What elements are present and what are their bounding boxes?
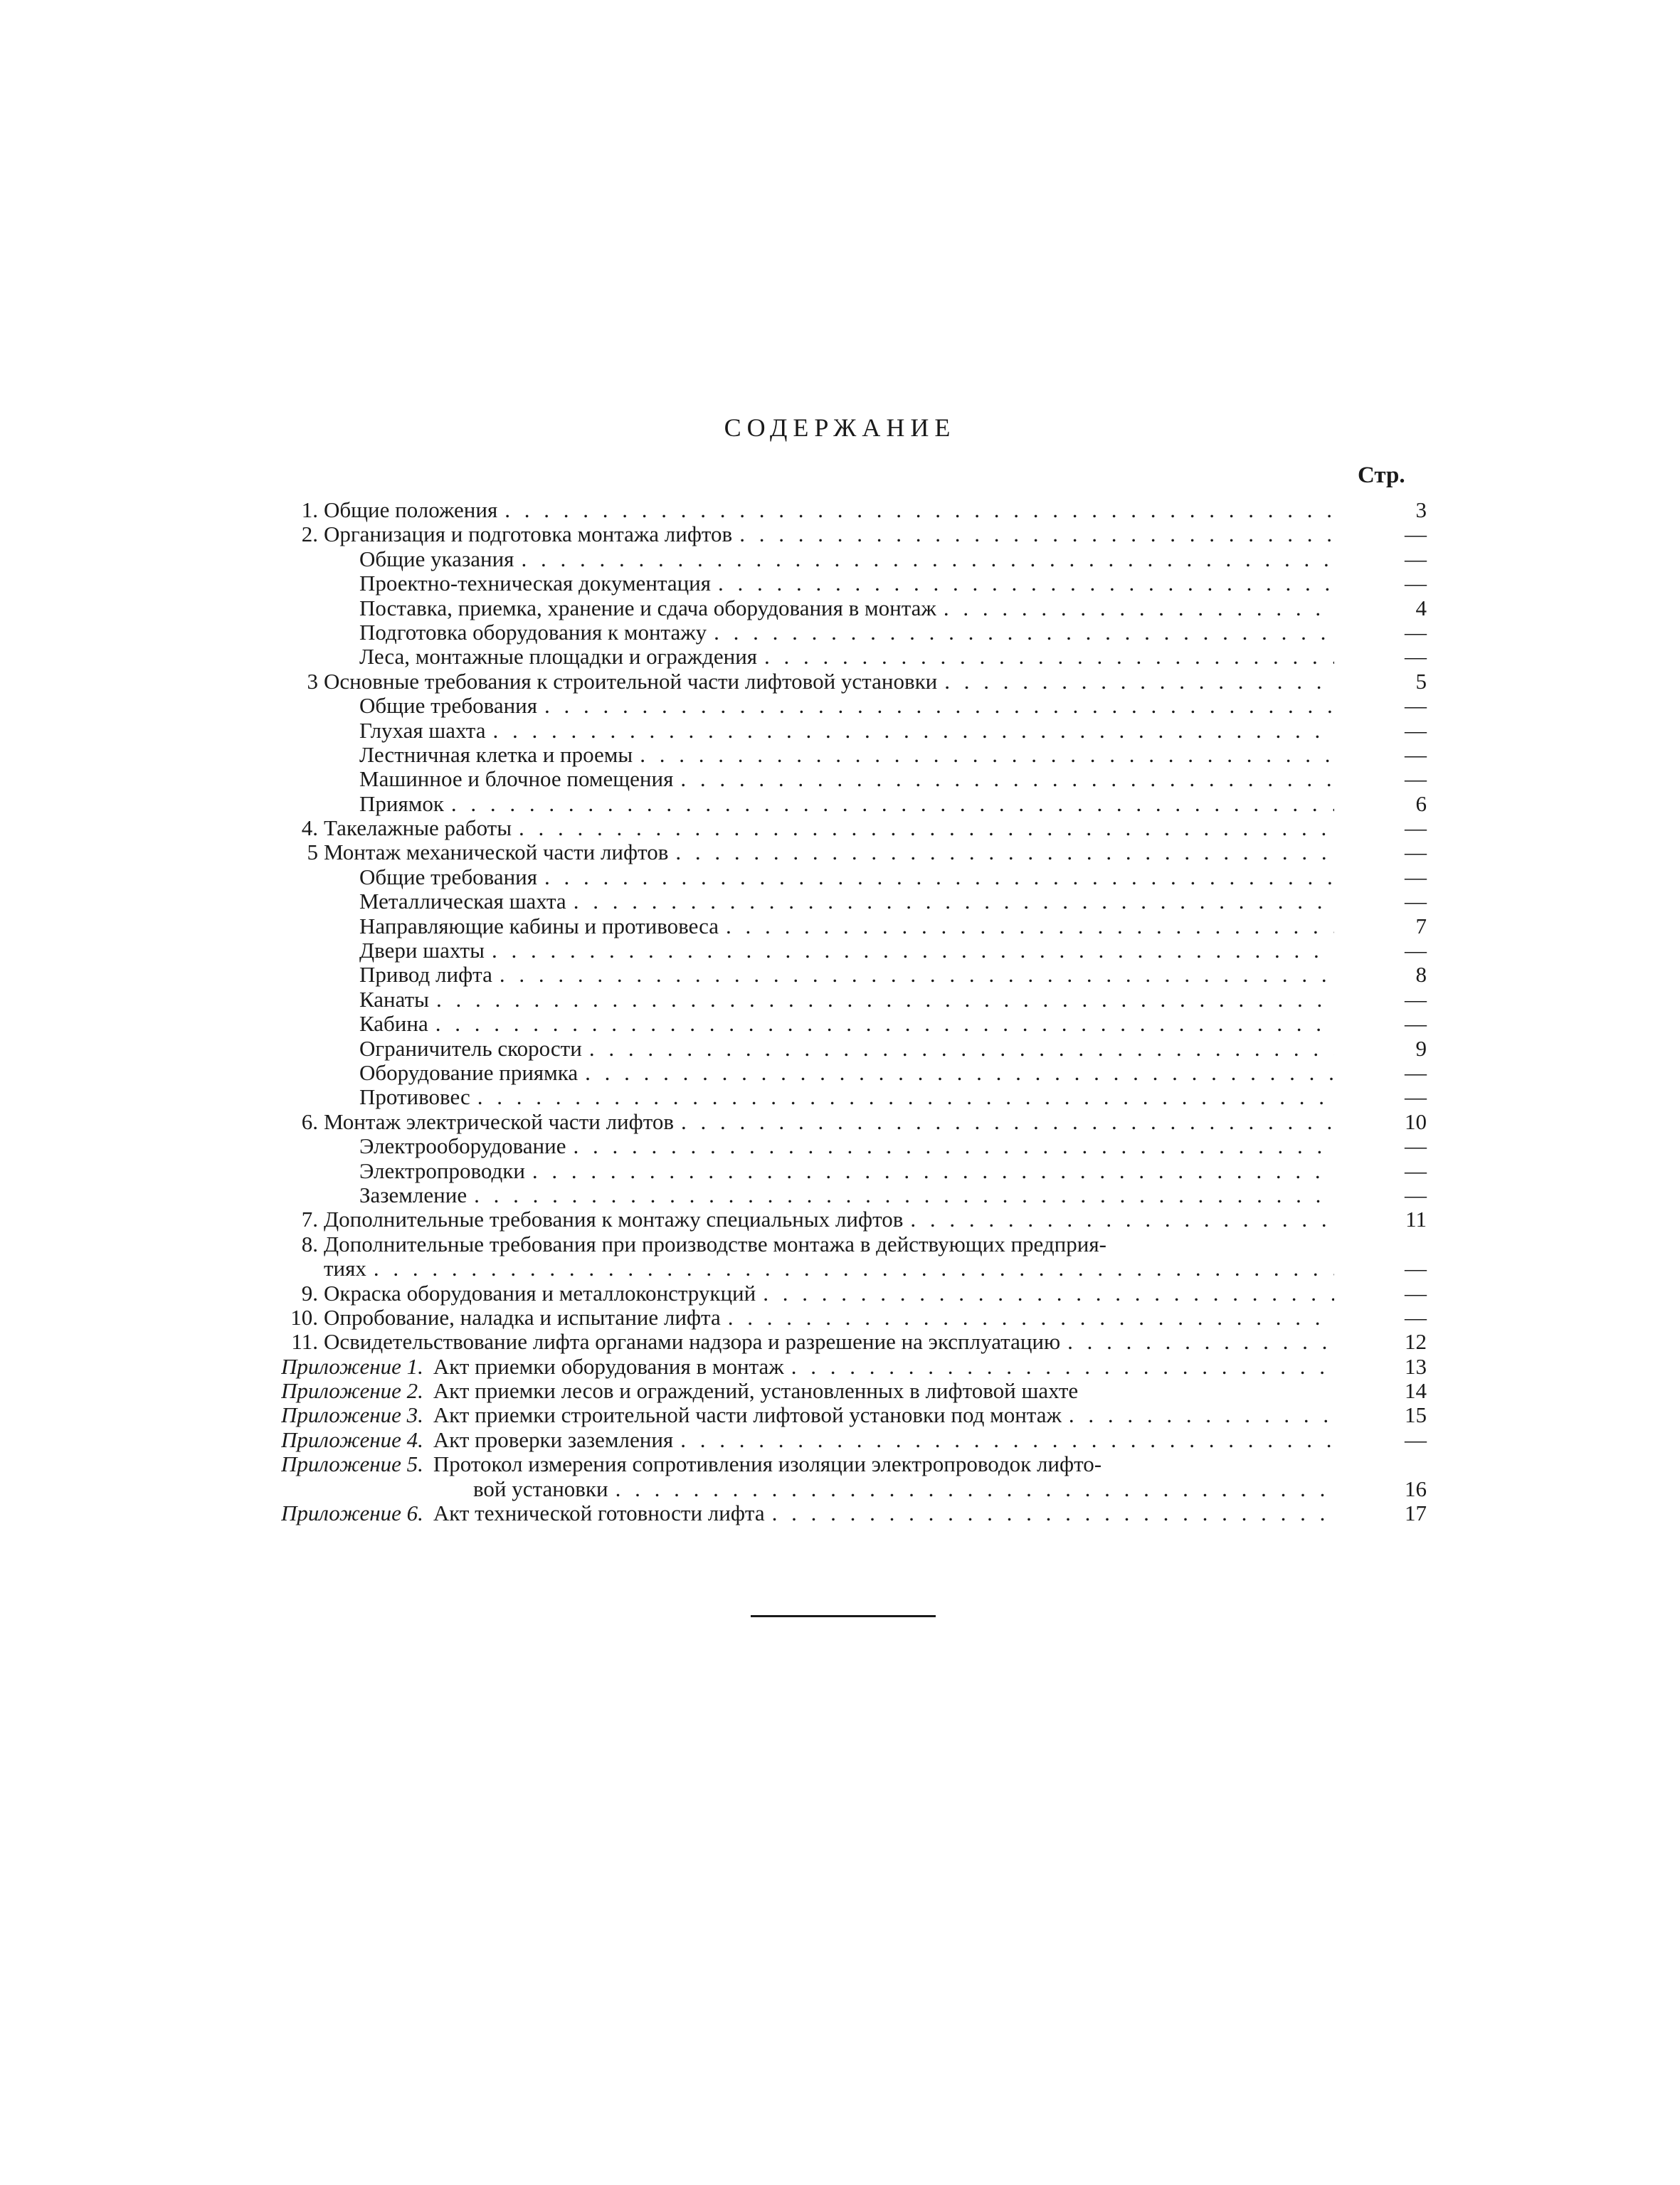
dot-leader xyxy=(485,938,1334,963)
toc-entry-page: — xyxy=(1405,1280,1427,1306)
toc-entry-title: вой установки xyxy=(473,1476,608,1501)
toc-entry-body xyxy=(359,1061,1334,1085)
dot-leader xyxy=(668,840,1334,864)
toc-entry-title: Двери шахты xyxy=(359,938,485,963)
table-of-contents xyxy=(281,498,1427,1525)
toc-entry-page: — xyxy=(1405,889,1427,914)
toc-entry-body xyxy=(324,1256,1334,1281)
toc-entry xyxy=(281,645,1427,669)
toc-entry xyxy=(281,1037,1427,1061)
toc-entry-body xyxy=(281,1452,1334,1476)
appendix-label: Приложение 2. xyxy=(281,1379,423,1404)
toc-entry-body xyxy=(359,694,1334,718)
toc-entry-body xyxy=(324,1306,1334,1330)
dot-leader xyxy=(674,1110,1334,1134)
toc-entry-page: — xyxy=(1405,1182,1427,1207)
toc-entry-body xyxy=(359,865,1334,889)
toc-entry-body xyxy=(324,670,1334,694)
toc-entry-page: — xyxy=(1405,717,1427,743)
dot-leader xyxy=(444,792,1334,816)
toc-entry-page: — xyxy=(1405,1256,1427,1281)
toc-entry xyxy=(281,1330,1427,1354)
toc-entry xyxy=(281,1134,1427,1158)
toc-entry xyxy=(281,1207,1427,1232)
toc-entry-body xyxy=(324,1110,1334,1134)
toc-entry-page: — xyxy=(1405,766,1427,792)
toc-entry xyxy=(281,1256,1427,1281)
toc-entry-page: — xyxy=(1405,741,1427,767)
appendix-label: Приложение 1. xyxy=(281,1354,423,1379)
toc-entry-title: Общие указания xyxy=(359,546,514,571)
toc-entry xyxy=(281,840,1427,864)
toc-entry-title: Дополнительные требования к монтажу специальных лифтов xyxy=(324,1207,904,1232)
toc-entry xyxy=(281,1281,1427,1306)
toc-entry-title: Акт технической готовности лифта xyxy=(433,1501,765,1526)
toc-entry-title: Направляющие кабины и противовеса xyxy=(359,914,719,938)
toc-entry-body xyxy=(324,840,1334,864)
toc-entry-title: Монтаж электрической части лифтов xyxy=(324,1109,675,1134)
toc-entry-body xyxy=(359,792,1334,816)
toc-entry-page: 5 xyxy=(1415,668,1427,694)
toc-entry-body xyxy=(324,1232,1334,1256)
toc-entry xyxy=(281,1183,1427,1207)
toc-entry-page: — xyxy=(1405,571,1427,596)
toc-entry xyxy=(281,1306,1427,1330)
dot-leader xyxy=(673,1428,1334,1452)
dot-leader xyxy=(784,1355,1334,1379)
dot-leader xyxy=(903,1207,1334,1232)
toc-entry-title: Металлическая шахта xyxy=(359,889,566,914)
toc-entry-number: 1. xyxy=(301,497,318,522)
toc-entry xyxy=(281,547,1427,571)
dot-leader xyxy=(757,645,1334,669)
toc-entry-body xyxy=(281,1403,1334,1427)
toc-entry-title: Общие требования xyxy=(359,864,538,889)
toc-entry-title: Подготовка оборудования к монтажу xyxy=(359,620,707,645)
toc-entry-body xyxy=(324,1281,1334,1306)
toc-entry-title: Глухая шахта xyxy=(359,718,486,743)
toc-entry-number: 3 xyxy=(307,668,318,694)
toc-entry-body xyxy=(473,1477,1334,1501)
toc-entry-body xyxy=(359,963,1334,987)
toc-entry-number: 5 xyxy=(307,840,318,865)
toc-entry-title: Такелажные работы xyxy=(324,816,512,841)
toc-entry-body xyxy=(324,1207,1334,1232)
toc-entry-title: Электрооборудование xyxy=(359,1134,566,1159)
toc-entry-body xyxy=(281,1501,1334,1525)
toc-entry-page: — xyxy=(1405,693,1427,719)
toc-entry-body xyxy=(359,620,1334,645)
toc-entry-title: Привод лифта xyxy=(359,963,492,988)
toc-entry-page: 12 xyxy=(1405,1329,1427,1355)
toc-entry-title: Окраска оборудования и металлоконструкций xyxy=(324,1281,756,1306)
toc-entry-title: Акт приемки оборудования в монтаж xyxy=(433,1354,784,1379)
toc-entry xyxy=(281,1379,1427,1403)
toc-entry-page: — xyxy=(1405,938,1427,963)
toc-entry xyxy=(281,914,1427,938)
toc-entry-number: 11. xyxy=(291,1329,318,1355)
toc-entry-page: 11 xyxy=(1405,1207,1427,1232)
toc-entry-title: Акт приемки лесов и ограждений, установленных в лифтовой шахте xyxy=(433,1379,1079,1404)
dot-leader xyxy=(765,1501,1334,1525)
dot-leader xyxy=(608,1477,1334,1501)
toc-entry xyxy=(281,988,1427,1012)
toc-entry-title: Канаты xyxy=(359,987,429,1012)
toc-entry-page: — xyxy=(1405,840,1427,865)
toc-entry-title: тиях xyxy=(324,1256,366,1281)
toc-entry-body xyxy=(359,1134,1334,1158)
dot-leader xyxy=(512,816,1334,840)
toc-entry-title: Организация и подготовка монтажа лифтов xyxy=(324,522,733,547)
toc-entry-number: 9. xyxy=(301,1280,318,1306)
toc-entry-body xyxy=(359,938,1334,963)
toc-entry xyxy=(281,522,1427,546)
toc-entry-body xyxy=(359,1085,1334,1109)
toc-entry-title: Леса, монтажные площадки и ограждения xyxy=(359,645,758,670)
toc-entry-page: 13 xyxy=(1405,1353,1427,1379)
appendix-label: Приложение 4. xyxy=(281,1427,423,1452)
dot-leader xyxy=(485,719,1334,743)
toc-entry-page: — xyxy=(1405,1011,1427,1037)
toc-entry-page: — xyxy=(1405,644,1427,670)
toc-entry-title: Кабина xyxy=(359,1012,428,1037)
toc-entry xyxy=(281,1012,1427,1036)
toc-entry xyxy=(281,596,1427,620)
toc-entry xyxy=(281,1159,1427,1183)
toc-entry xyxy=(281,571,1427,596)
toc-entry-title: Лестничная клетка и проемы xyxy=(359,742,633,767)
toc-entry-title: Опробование, наладка и испытание лифта xyxy=(324,1305,721,1330)
toc-entry-title: Освидетельствование лифта органами надзора и разрешение на эксплуатацию xyxy=(324,1330,1061,1355)
toc-entry xyxy=(281,1452,1427,1476)
toc-entry xyxy=(281,1501,1427,1525)
toc-entry-title: Протокол измерения сопротивления изоляции электропроводок лифто- xyxy=(433,1452,1102,1477)
dot-leader xyxy=(492,963,1334,987)
toc-entry-number: 10. xyxy=(290,1304,318,1330)
toc-entry-title: Общие положения xyxy=(324,498,498,522)
dot-leader xyxy=(937,670,1334,694)
dot-leader xyxy=(673,767,1334,791)
toc-entry-page: 9 xyxy=(1415,1035,1427,1061)
toc-entry-page: — xyxy=(1405,1133,1427,1159)
toc-entry-page: 14 xyxy=(1405,1378,1427,1404)
dot-leader xyxy=(366,1256,1334,1281)
toc-entry-page: 7 xyxy=(1415,913,1427,938)
toc-entry-number: 7. xyxy=(301,1207,318,1232)
toc-entry xyxy=(281,719,1427,743)
toc-entry-body xyxy=(324,522,1334,546)
toc-entry-body xyxy=(281,1379,1334,1403)
toc-entry-page: — xyxy=(1405,1084,1427,1110)
toc-entry xyxy=(281,1232,1427,1256)
toc-entry-title: Приямок xyxy=(359,791,444,816)
toc-entry-body xyxy=(359,571,1334,596)
toc-entry-body xyxy=(359,645,1334,669)
dot-leader xyxy=(525,1159,1334,1183)
toc-entry-body xyxy=(359,1037,1334,1061)
toc-entry-title: Противовес xyxy=(359,1085,470,1110)
toc-entry-body xyxy=(359,743,1334,767)
toc-entry-title: Общие требования xyxy=(359,694,538,719)
dot-leader xyxy=(633,743,1334,767)
toc-entry xyxy=(281,816,1427,840)
page-column-header: Стр. xyxy=(1358,462,1405,488)
toc-entry-title: Поставка, приемка, хранение и сдача оборудования в монтаж xyxy=(359,596,936,620)
toc-entry xyxy=(281,743,1427,767)
dot-leader xyxy=(1060,1330,1334,1354)
toc-entry-body xyxy=(324,1330,1334,1354)
toc-entry-title: Проектно-техническая документация xyxy=(359,571,712,596)
toc-entry-page: — xyxy=(1405,1158,1427,1183)
toc-entry-body xyxy=(359,547,1334,571)
dot-leader xyxy=(566,889,1334,914)
toc-title: СОДЕРЖАНИЕ xyxy=(724,413,956,442)
dot-leader xyxy=(470,1085,1334,1109)
toc-entry xyxy=(281,865,1427,889)
toc-entry-body xyxy=(281,1355,1334,1379)
dot-leader xyxy=(566,1134,1334,1158)
toc-entry-title: Акт приемки строительной части лифтовой установки под монтаж xyxy=(433,1403,1062,1428)
toc-entry-title: Электропроводки xyxy=(359,1158,525,1183)
dot-leader xyxy=(467,1183,1334,1207)
toc-entry-body xyxy=(324,498,1334,522)
toc-entry-page: — xyxy=(1405,522,1427,547)
toc-entry-title: Монтаж механической части лифтов xyxy=(324,840,669,865)
toc-entry-page: 8 xyxy=(1415,962,1427,988)
dot-leader xyxy=(756,1281,1334,1306)
toc-entry xyxy=(281,1477,1427,1501)
toc-entry-page: — xyxy=(1405,619,1427,645)
toc-entry-body xyxy=(359,988,1334,1012)
toc-entry xyxy=(281,963,1427,987)
dot-leader xyxy=(719,914,1334,938)
toc-entry-body xyxy=(359,767,1334,791)
toc-entry-number: 6. xyxy=(301,1109,318,1134)
dot-leader xyxy=(537,694,1334,718)
toc-entry-page: 3 xyxy=(1415,497,1427,522)
dot-leader xyxy=(707,620,1334,645)
appendix-label: Приложение 3. xyxy=(281,1403,423,1428)
toc-entry-title: Основные требования к строительной части лифтовой установки xyxy=(324,669,938,694)
toc-entry-body xyxy=(359,914,1334,938)
toc-entry-title: Машинное и блочное помещения xyxy=(359,767,674,792)
toc-entry-title: Акт проверки заземления xyxy=(433,1427,674,1452)
toc-entry xyxy=(281,1403,1427,1427)
dot-leader xyxy=(497,498,1334,522)
toc-entry xyxy=(281,498,1427,522)
toc-entry-page: 4 xyxy=(1415,595,1427,620)
toc-entry-title: Оборудование приямка xyxy=(359,1060,579,1085)
dot-leader xyxy=(711,571,1334,596)
dot-leader xyxy=(578,1061,1334,1085)
dot-leader xyxy=(1062,1403,1334,1427)
dot-leader xyxy=(936,596,1334,620)
toc-entry xyxy=(281,1428,1427,1452)
dot-leader xyxy=(537,865,1334,889)
toc-entry xyxy=(281,767,1427,791)
toc-entry xyxy=(281,1061,1427,1085)
appendix-label: Приложение 6. xyxy=(281,1501,423,1526)
toc-entry-body xyxy=(359,1012,1334,1036)
toc-entry-page: — xyxy=(1405,864,1427,889)
toc-entry-page: — xyxy=(1405,1427,1427,1452)
toc-entry xyxy=(281,938,1427,963)
dot-leader xyxy=(721,1306,1334,1330)
toc-entry-page: — xyxy=(1405,1059,1427,1085)
toc-entry-body xyxy=(359,889,1334,914)
toc-entry-title: Ограничитель скорости xyxy=(359,1036,582,1061)
toc-entry-page: — xyxy=(1405,1304,1427,1330)
toc-entry xyxy=(281,670,1427,694)
toc-entry-page: 6 xyxy=(1415,790,1427,816)
toc-entry xyxy=(281,1085,1427,1109)
toc-entry xyxy=(281,792,1427,816)
toc-entry xyxy=(281,1110,1427,1134)
toc-entry-body xyxy=(324,816,1334,840)
toc-entry-page: 10 xyxy=(1405,1109,1427,1134)
toc-entry-body xyxy=(359,1159,1334,1183)
toc-entry-page: 15 xyxy=(1405,1402,1427,1428)
toc-entry-body xyxy=(359,1183,1334,1207)
dot-leader xyxy=(514,547,1334,571)
closing-rule xyxy=(751,1615,936,1617)
toc-entry-number: 8. xyxy=(301,1231,318,1256)
toc-entry-page: — xyxy=(1405,986,1427,1012)
toc-entry-page: — xyxy=(1405,546,1427,571)
dot-leader xyxy=(428,1012,1334,1036)
toc-entry-number: 4. xyxy=(301,815,318,841)
toc-entry-body xyxy=(281,1428,1334,1452)
toc-entry xyxy=(281,1355,1427,1379)
toc-entry-title: Дополнительные требования при производстве монтажа в действующих предприя- xyxy=(324,1232,1106,1256)
toc-entry-page: 17 xyxy=(1405,1501,1427,1526)
toc-entry xyxy=(281,889,1427,914)
dot-leader xyxy=(732,522,1334,546)
toc-entry-page: — xyxy=(1405,815,1427,841)
toc-entry xyxy=(281,620,1427,645)
dot-leader xyxy=(582,1037,1334,1061)
appendix-label: Приложение 5. xyxy=(281,1452,423,1477)
toc-entry-page: 16 xyxy=(1405,1476,1427,1501)
toc-entry-number: 2. xyxy=(301,522,318,547)
toc-entry-body xyxy=(359,596,1334,620)
toc-entry xyxy=(281,694,1427,718)
dot-leader xyxy=(429,988,1334,1012)
toc-entry-title: Заземление xyxy=(359,1183,467,1207)
toc-entry-body xyxy=(359,719,1334,743)
